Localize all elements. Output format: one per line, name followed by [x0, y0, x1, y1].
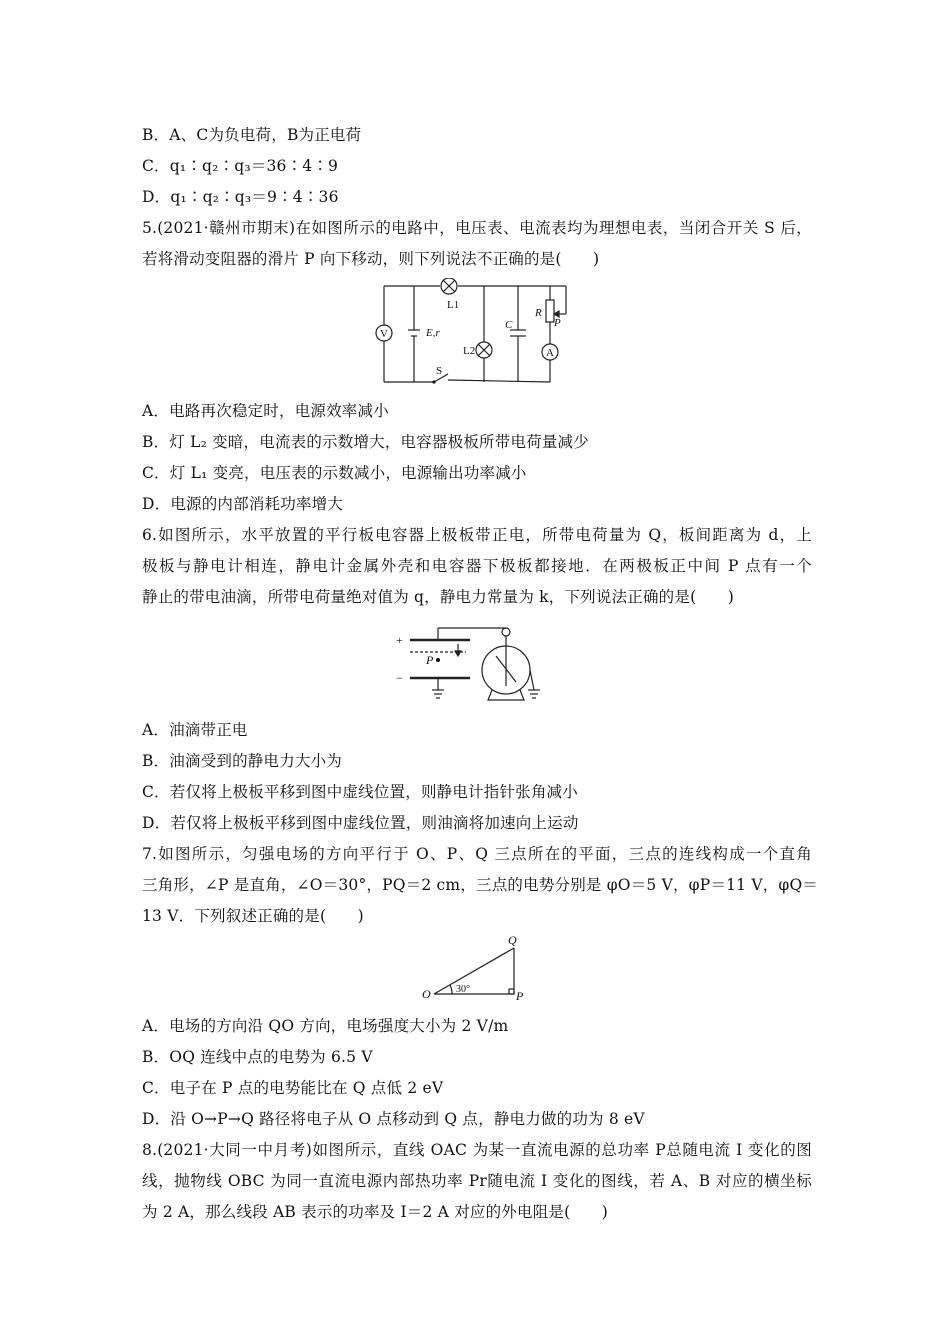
- option-c-q6: C．若仅将上极板平移到图中虚线位置，则静电计指针张角减小: [142, 783, 578, 801]
- resistor-label: R: [535, 307, 542, 319]
- point-o-label: O: [422, 987, 431, 1001]
- question-8-stem-line2: 线，抛物线 OBC 为同一直流电源内部热功率 Pr随电流 I 变化的图线，若 A、B 对应的横坐标: [142, 1172, 812, 1190]
- question-7-stem-line1: 7.如图所示，匀强电场的方向平行于 O、P、Q 三点所在的平面，三点的连线构成一个直角: [142, 845, 812, 863]
- angle-label: 30°: [456, 984, 470, 995]
- option-d-q6: D．若仅将上极板平移到图中虚线位置，则油滴将加速向上运动: [142, 814, 579, 832]
- switch-label: S: [436, 365, 443, 377]
- question-6-stem-line1: 6.如图所示，水平放置的平行板电容器上极板带正电，所带电荷量为 Q，板间距离为 d，上: [142, 526, 812, 544]
- option-d-q5: D．电源的内部消耗功率增大: [142, 495, 344, 513]
- option-b-q5: B．灯 L₂ 变暗，电流表的示数增大，电容器极板所带电荷量减少: [142, 433, 589, 451]
- lamp1-label: L1: [447, 299, 460, 311]
- question-6-stem-line3: 静止的带电油滴，所带电荷量绝对值为 q，静电力常量为 k，下列说法正确的是( ): [142, 588, 734, 606]
- capacitor-label: C: [505, 319, 513, 331]
- point-p-label: P: [516, 989, 524, 1003]
- question-6-stem-line2: 极板与静电计相连，静电计金属外壳和电容器下极板都接地．在两极板正中间 P 点有一个: [142, 557, 812, 575]
- option-b-q4: B．A、C为负电荷，B为正电荷: [142, 126, 362, 144]
- option-c-q4: C．q₁∶q₂∶q₃＝36∶4∶9: [142, 157, 339, 175]
- option-b-q6: B．油滴受到的静电力大小为: [142, 752, 342, 770]
- question-7-stem-line3: 13 V．下列叙述正确的是( ): [142, 907, 364, 925]
- circuit-diagram: [370, 278, 590, 390]
- option-c-q5: C．灯 L₁ 变亮，电压表的示数减小，电源输出功率减小: [142, 464, 527, 482]
- option-c-q7: C．电子在 P 点的电势能比在 Q 点低 2 eV: [142, 1079, 444, 1097]
- question-8-stem-line1: 8.(2021·大同一中月考)如图所示，直线 OAC 为某一直流电源的总功率 P总随电流 I 变化的图: [142, 1141, 812, 1159]
- option-a-q5: A．电路再次稳定时，电源效率减小: [142, 402, 389, 420]
- question-8-stem-line3: 为 2 A，那么线段 AB 表示的功率及 I＝2 A 对应的外电阻是( ): [142, 1203, 609, 1221]
- question-5-stem-line2: 若将滑动变阻器的滑片 P 向下移动，则下列说法不正确的是( ): [142, 250, 600, 268]
- minus-sign: −: [396, 671, 403, 685]
- ammeter-label: A: [546, 347, 554, 359]
- voltmeter-label: V: [380, 328, 388, 340]
- triangle-diagram: [418, 930, 538, 1004]
- option-a-q6: A．油滴带正电: [142, 721, 248, 739]
- option-d-q4: D．q₁∶q₂∶q₃＝9∶4∶36: [142, 188, 339, 206]
- question-5-stem-line1: 5.(2021·赣州市期末)在如图所示的电路中，电压表、电流表均为理想电表，当闭合开关 S 后，: [142, 219, 812, 237]
- plus-sign: +: [396, 633, 403, 647]
- option-d-q7: D．沿 O→P→Q 路径将电子从 O 点移动到 Q 点，静电力做的功为 8 eV: [142, 1110, 645, 1128]
- point-p-label: P: [426, 653, 434, 667]
- capacitor-electrometer-diagram: [392, 620, 552, 706]
- question-7-stem-line2: 三角形，∠P 是直角，∠O＝30°，PQ＝2 cm，三点的电势分别是 φO＝5 V，φP＝11 V，φQ＝: [142, 876, 819, 894]
- slider-label: P: [554, 317, 561, 329]
- point-q-label: Q: [508, 933, 517, 947]
- option-a-q7: A．电场的方向沿 QO 方向，电场强度大小为 2 V/m: [142, 1017, 509, 1035]
- source-label: E,r: [426, 327, 440, 339]
- option-b-q7: B．OQ 连线中点的电势为 6.5 V: [142, 1048, 373, 1066]
- lamp2-label: L2: [463, 345, 476, 357]
